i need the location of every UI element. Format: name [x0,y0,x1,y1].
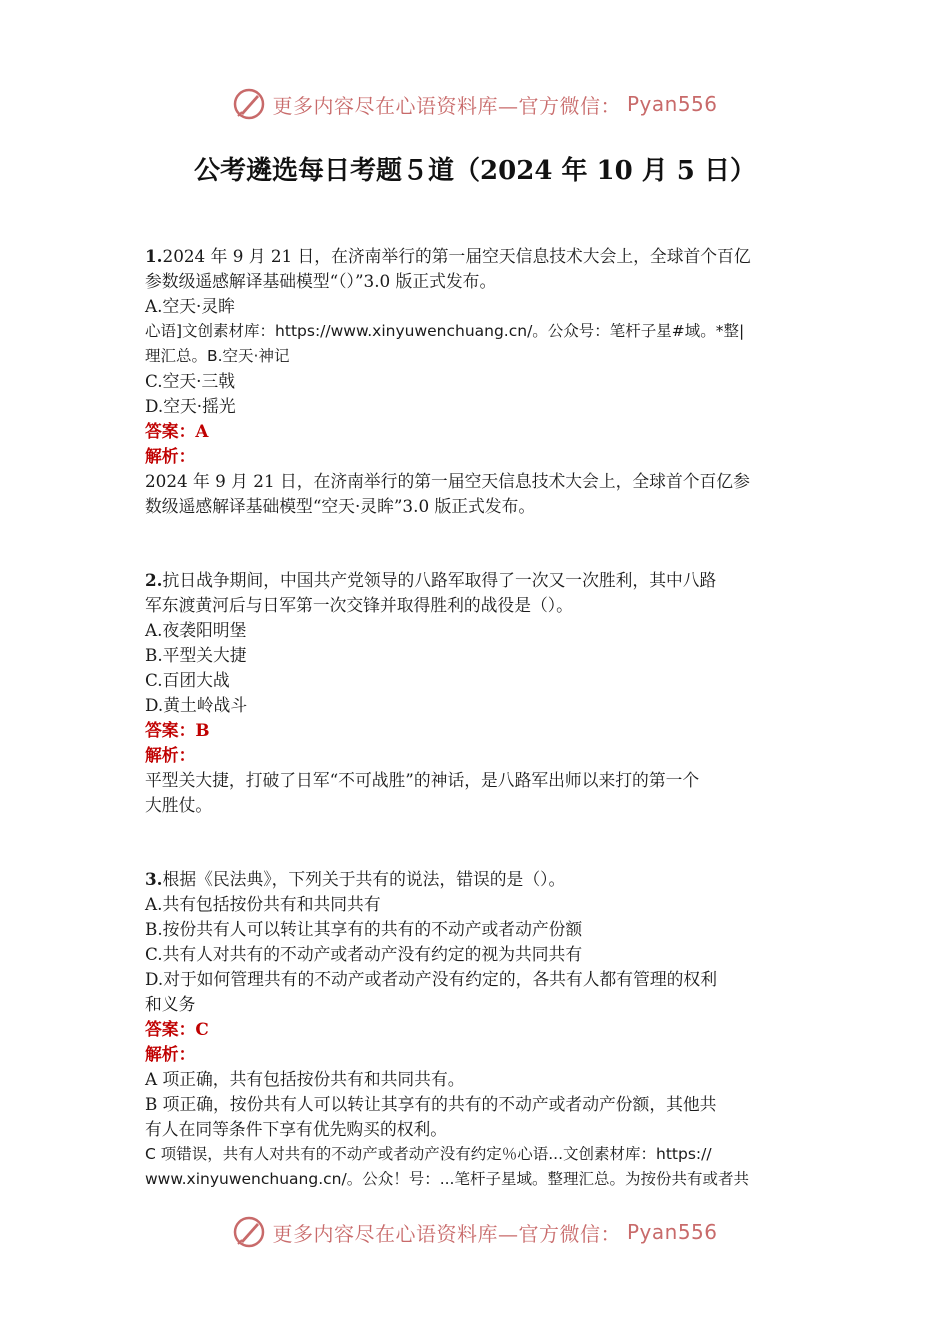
footer-banner [0,1212,950,1252]
banner-text: 更多内容尽在心语资料库—官方微信： [272,1221,621,1246]
analysis-text: 大胜仗。 [145,795,213,815]
question-stem: 抗日战争期间，中国共产党领导的八路军取得了一次又一次胜利，其中八路 [162,570,717,590]
analysis-text: 2024 年 9 月 21 日，在济南举行的第一届空天信息技术大会上，全球首个百亿参 [145,471,750,491]
option-c: C.空天·三戟 [145,371,236,391]
quill-logo-icon [232,1215,266,1249]
watermark-text: C 项错误，共有人对共有的不动产或者动产没有约定％心语...文创素材库：https:// [145,1145,712,1163]
analysis-text: 有人在同等条件下享有优先购买的权利。 [145,1119,448,1139]
analysis-label: 解析： [145,1044,196,1064]
analysis-text: B 项正确，按份共有人可以转让其享有的共有的不动产或者动产份额，其他共 [145,1094,717,1114]
question-stem: 根据《民法典》，下列关于共有的说法，错误的是（）。 [162,869,566,889]
question-stem: 2024 年 9 月 21 日，在济南举行的第一届空天信息技术大会上，全球首个百亿 [162,246,751,266]
option-d: D.对于如何管理共有的不动产或者动产没有约定的，各共有人都有管理的权利 [145,969,717,989]
analysis-text: 平型关大捷，打破了日军“不可战胜”的神话，是八路军出师以来打的第一个 [145,770,700,790]
watermark-text: 心语]文创素材库：https://www.xinyuwenchuang.cn/。公众号：笔杆子星#域。*整| [145,322,745,340]
option-d-continued: 和义务 [145,994,196,1014]
analysis-text: 数级遥感解译基础模型“空天·灵眸”3.0 版正式发布。 [145,496,536,516]
question-number: 1. [145,246,163,266]
question-1 [145,244,807,519]
question-2 [145,568,807,818]
answer: 答案：C [145,1019,209,1039]
option-c: C.百团大战 [145,670,230,690]
analysis-text: A 项正确，共有包括按份共有和共同共有。 [145,1069,465,1089]
header-banner [0,84,950,124]
watermark-text: www.xinyuwenchuang.cn/。公众！号：...笔杆子星域。整理汇总。为按份共有或者共 [145,1170,749,1188]
option-a: A.空天·灵眸 [145,296,235,316]
answer: 答案：A [145,421,209,441]
question-list [145,244,807,1192]
option-d: D.空天·摇光 [145,396,236,416]
watermark-text: 理汇总。B.空天·神记 [145,347,290,365]
option-b: B.平型关大捷 [145,645,247,665]
question-number: 2. [145,570,163,590]
quill-logo-icon [232,87,266,121]
question-stem: 军东渡黄河后与日军第一次交锋并取得胜利的战役是（）。 [145,595,573,615]
option-b: B.按份共有人可以转让其享有的共有的不动产或者动产份额 [145,919,583,939]
option-a: A.共有包括按份共有和共同共有 [145,894,381,914]
option-d: D.黄土岭战斗 [145,695,248,715]
option-a: A.夜袭阳明堡 [145,620,247,640]
banner-wechat-id: Pyan556 [626,1220,718,1244]
question-number: 3. [145,869,163,889]
question-stem: 参数级遥感解译基础模型“（）”3.0 版正式发布。 [145,271,497,291]
banner-text: 更多内容尽在心语资料库—官方微信： [272,93,621,118]
analysis-label: 解析： [145,446,196,466]
analysis-label: 解析： [145,745,196,765]
option-c: C.共有人对共有的不动产或者动产没有约定的视为共同共有 [145,944,583,964]
page-title: 公考遴选每日考题５道（2024 年 10 月 5 日） [194,156,756,186]
question-3 [145,867,807,1192]
answer: 答案：B [145,720,210,740]
banner-wechat-id: Pyan556 [626,92,718,116]
